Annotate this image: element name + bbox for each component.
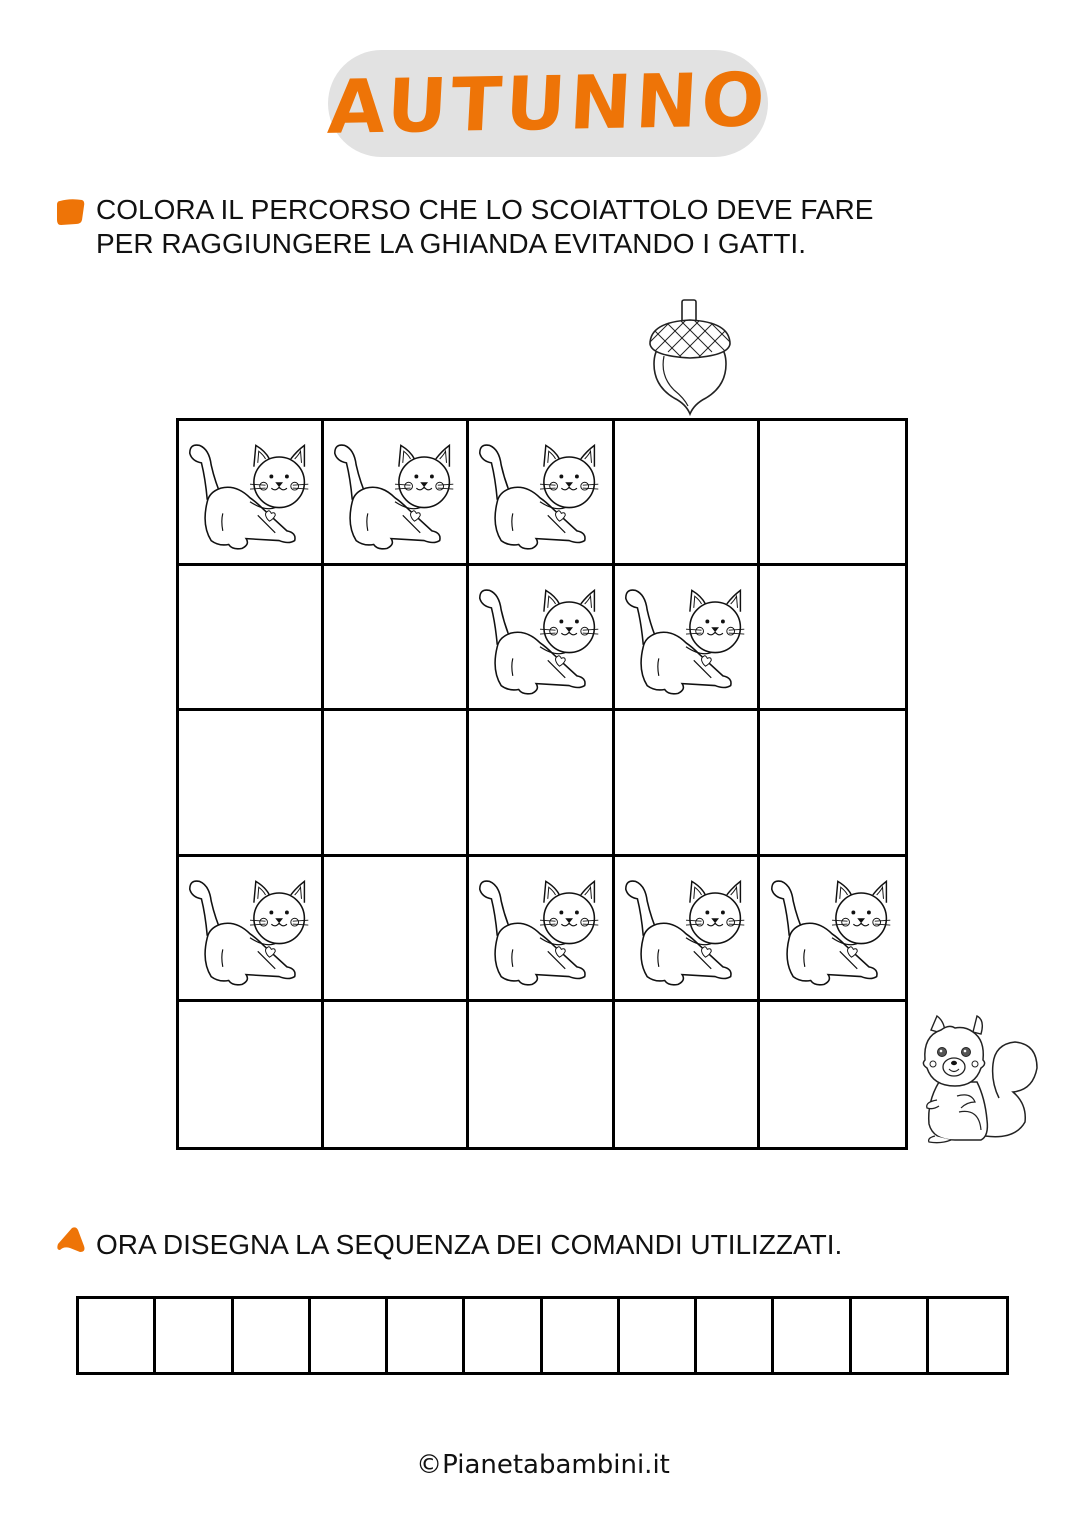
cat-icon (472, 860, 608, 996)
cat-icon (618, 569, 754, 705)
instruction-2 (96, 1228, 842, 1262)
orange-triangle-bullet-icon (56, 1226, 86, 1254)
cat-icon (764, 860, 900, 996)
cat-icon (472, 569, 608, 705)
command-box[interactable] (311, 1299, 388, 1372)
maze-cell-cat[interactable] (324, 421, 469, 566)
command-box[interactable] (465, 1299, 542, 1372)
command-box[interactable] (852, 1299, 929, 1372)
acorn-icon (640, 296, 740, 416)
maze-cell-empty[interactable] (615, 1002, 760, 1147)
maze-cell-cat[interactable] (615, 857, 760, 1002)
maze-cell-empty[interactable] (179, 1002, 324, 1147)
maze-cell-empty[interactable] (179, 566, 324, 711)
maze-cell-empty[interactable] (179, 711, 324, 856)
maze-cell-cat[interactable] (179, 857, 324, 1002)
command-box[interactable] (774, 1299, 851, 1372)
page-title: AUTUNNO (325, 56, 771, 151)
maze-cell-empty[interactable] (324, 566, 469, 711)
cat-icon (618, 860, 754, 996)
maze-cell-cat[interactable] (179, 421, 324, 566)
maze-cell-empty[interactable] (615, 421, 760, 566)
command-box[interactable] (388, 1299, 465, 1372)
cat-icon (182, 860, 318, 996)
command-box[interactable] (543, 1299, 620, 1372)
maze-cell-cat[interactable] (760, 857, 905, 1002)
command-box[interactable] (697, 1299, 774, 1372)
maze-cell-empty[interactable] (615, 711, 760, 856)
maze-cell-empty[interactable] (760, 711, 905, 856)
instruction-1-line-2: PER RAGGIUNGERE LA GHIANDA EVITANDO I GATTI. (96, 228, 806, 259)
cat-icon (182, 424, 318, 560)
maze-cell-cat[interactable] (469, 566, 614, 711)
maze-cell-empty[interactable] (469, 711, 614, 856)
instruction-1-line-1: COLORA IL PERCORSO CHE LO SCOIATTOLO DEVE FARE (96, 194, 874, 225)
maze-grid (176, 418, 908, 1150)
maze-cell-empty[interactable] (760, 566, 905, 711)
footer-copyright: ©Pianetabambini.it (416, 1450, 670, 1480)
maze-cell-empty[interactable] (324, 1002, 469, 1147)
instruction-2-line-1: ORA DISEGNA LA SEQUENZA DEI COMANDI UTILIZZATI. (96, 1229, 843, 1260)
maze-cell-cat[interactable] (615, 566, 760, 711)
maze-cell-empty[interactable] (324, 711, 469, 856)
command-box[interactable] (929, 1299, 1006, 1372)
maze-cell-empty[interactable] (760, 1002, 905, 1147)
instruction-1 (96, 193, 873, 261)
cat-icon (472, 424, 608, 560)
command-box[interactable] (156, 1299, 233, 1372)
command-box[interactable] (234, 1299, 311, 1372)
maze-cell-empty[interactable] (469, 1002, 614, 1147)
command-sequence-strip (76, 1296, 1009, 1375)
squirrel-icon (915, 1012, 1040, 1147)
cat-icon (327, 424, 463, 560)
maze-cell-empty[interactable] (760, 421, 905, 566)
command-box[interactable] (620, 1299, 697, 1372)
maze-cell-empty[interactable] (324, 857, 469, 1002)
maze-cell-cat[interactable] (469, 857, 614, 1002)
orange-square-bullet-icon (56, 198, 86, 226)
maze-cell-cat[interactable] (469, 421, 614, 566)
command-box[interactable] (79, 1299, 156, 1372)
title-banner (325, 50, 771, 157)
